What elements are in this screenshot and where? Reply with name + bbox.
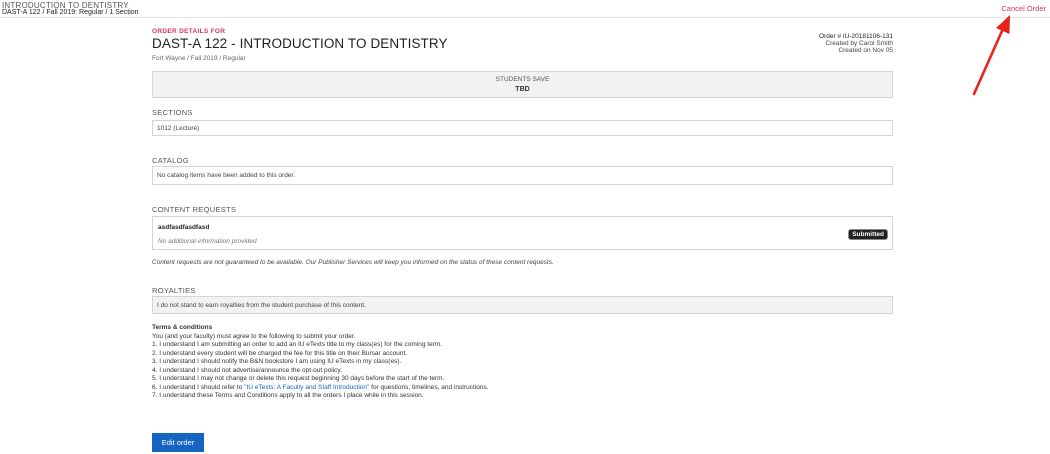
order-details-panel xyxy=(152,28,893,447)
order-created-on: Created on Nov 05 xyxy=(838,47,893,54)
catalog-heading: CATALOG xyxy=(152,156,189,165)
students-save-box xyxy=(152,71,893,98)
royalties-heading: ROYALTIES xyxy=(152,286,196,295)
content-request-note: No additional information provided xyxy=(158,238,257,245)
terms-item: 3. I understand I should notify the B&N bookstore I am using IU eTexts in my class(es). xyxy=(152,358,402,365)
terms-intro: You (and your faculty) must agree to the following to submit your order. xyxy=(152,332,356,340)
order-details-label: ORDER DETAILS FOR xyxy=(152,28,226,35)
page-subtitle: Fort Wayne / Fall 2019 / Regular xyxy=(152,55,246,62)
students-save-label: STUDENTS SAVE xyxy=(495,76,550,83)
catalog-field: No catalog items have been added to this order. xyxy=(152,166,893,185)
sections-heading: SECTIONS xyxy=(152,108,193,117)
order-number: Order # IU-20181106-131 xyxy=(819,33,893,40)
terms-heading: Terms & conditions xyxy=(152,324,213,331)
order-meta xyxy=(819,33,893,54)
terms-and-conditions xyxy=(152,324,489,401)
royalties-field: I do not stand to earn royalties from the student purchase of this content. xyxy=(152,296,893,314)
order-created-by: Created by Carol Smith xyxy=(825,40,893,47)
page-title: DAST-A 122 - INTRODUCTION TO DENTISTRY xyxy=(152,36,448,51)
terms-item: 7. I understand these Terms and Conditions apply to all the orders I place while in this session. xyxy=(152,392,424,399)
faculty-introduction-link[interactable]: "IU eTexts: A Faculty and Staff Introduction" xyxy=(244,383,370,391)
terms-item: 5. I understand I may not change or delete this request beginning 30 days before the start of the term. xyxy=(152,375,445,382)
status-badge: Submitted xyxy=(848,229,888,240)
terms-item: 1. I understand I am submitting an order to add an IU eTexts title to my class(es) for the coming term. xyxy=(152,341,443,348)
content-request-title: asdfasdfasdfasd xyxy=(158,224,210,231)
top-bar xyxy=(0,0,1050,18)
breadcrumb-detail: DAST-A 122 / Fall 2019: Regular / 1 Section xyxy=(2,8,139,16)
terms-item-6-prefix: 6. I understand I should refer to xyxy=(152,383,245,391)
content-request-item xyxy=(152,216,893,250)
red-arrow-icon xyxy=(966,14,1016,100)
students-save-value: TBD xyxy=(515,86,530,93)
content-requests-disclaimer: Content requests are not guaranteed to be available. Our Publisher Services will keep you informed on the status of these content requests. xyxy=(152,259,554,266)
content-requests-heading: CONTENT REQUESTS xyxy=(152,205,237,214)
terms-item: 4. I understand I should not advertise/announce the opt-out policy. xyxy=(152,366,342,374)
cancel-order-link[interactable]: Cancel Order xyxy=(1001,4,1046,13)
terms-item: 2. I understand every student will be charged the fee for this title on their Bursar account. xyxy=(152,349,408,357)
edit-order-button[interactable]: Edit order xyxy=(152,433,204,452)
terms-item-6-suffix: for questions, timelines, and instructions. xyxy=(369,383,489,391)
breadcrumb-title: INTRODUCTION TO DENTISTRY xyxy=(2,1,129,10)
terms-item-6 xyxy=(152,384,489,393)
sections-field: 1012 (Lecture) xyxy=(152,120,893,136)
